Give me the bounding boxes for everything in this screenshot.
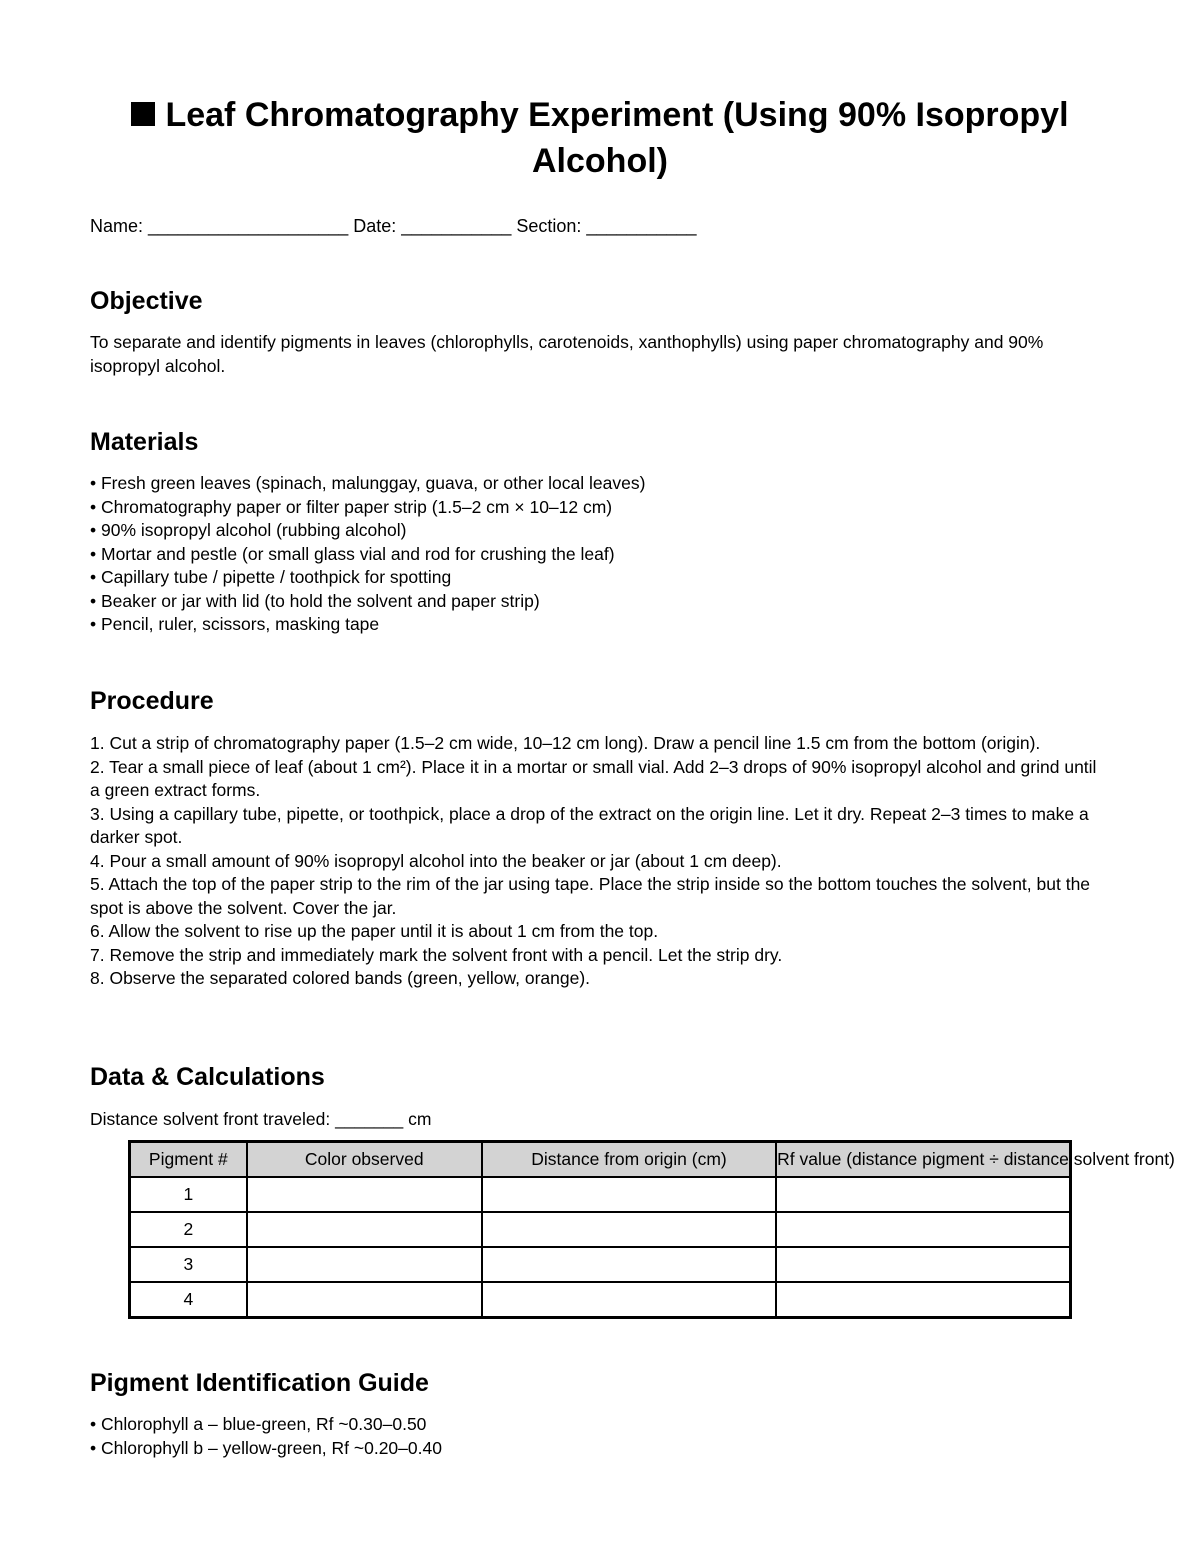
table-cell[interactable]	[482, 1282, 776, 1318]
list-item: • Mortar and pestle (or small glass vial and rod for crushing the leaf)	[90, 543, 615, 564]
square-bullet-icon	[131, 102, 155, 126]
header-distance-from-origin: Distance from origin (cm)	[482, 1142, 776, 1178]
student-info-line: Name: ____________________ Date: ___________ Section: ___________	[90, 216, 697, 236]
procedure-step: 1. Cut a strip of chromatography paper (1.5–2 cm wide, 10–12 cm long). Draw a pencil line 1.5 cm from the bottom (origin).	[90, 733, 1041, 753]
table-cell[interactable]	[247, 1282, 482, 1318]
solvent-front-line: Distance solvent front traveled: _______ cm	[90, 1109, 432, 1129]
list-item: • Pencil, ruler, scissors, masking tape	[90, 614, 380, 634]
table-row	[130, 1282, 1071, 1318]
table-cell[interactable]	[247, 1177, 482, 1212]
data-table	[128, 1140, 1175, 1319]
header-pigment-number: Pigment #	[130, 1142, 247, 1178]
list-item: • Chlorophyll b – yellow-green, Rf ~0.20–0.40	[90, 1437, 442, 1458]
materials-heading: Materials	[90, 428, 199, 456]
list-item: • Beaker or jar with lid (to hold the solvent and paper strip)	[90, 590, 540, 611]
table-cell[interactable]	[482, 1212, 776, 1247]
table-cell[interactable]	[776, 1212, 1070, 1247]
page-title-text: Leaf Chromatography Experiment (Using 90% Isopropyl Alcohol)	[165, 96, 1069, 180]
table-cell: 4	[130, 1282, 247, 1318]
guide-heading: Pigment Identification Guide	[90, 1369, 429, 1397]
table-row	[130, 1212, 1071, 1247]
data-heading: Data & Calculations	[90, 1063, 325, 1091]
list-item: • Fresh green leaves (spinach, malunggay, guava, or other local leaves)	[90, 473, 646, 493]
list-item: • Chromatography paper or filter paper strip (1.5–2 cm × 10–12 cm)	[90, 496, 613, 517]
procedure-step: 5. Attach the top of the paper strip to the rim of the jar using tape. Place the strip inside so the bottom touches the solvent, but the spot is above the solvent. Cover the jar.	[90, 874, 1091, 918]
header-rf-value: Rf value (distance pigment ÷ distance solvent front)	[776, 1142, 1070, 1178]
table-cell[interactable]	[776, 1177, 1070, 1212]
objective-heading: Objective	[90, 287, 203, 315]
header-color-observed: Color observed	[247, 1142, 482, 1178]
procedure-step: 2. Tear a small piece of leaf (about 1 cm²). Place it in a mortar or small vial. Add 2–3 drops of 90% isopropyl alcohol and grind until a green extract forms.	[90, 756, 1097, 800]
table-cell[interactable]	[482, 1247, 776, 1282]
objective-text: To separate and identify pigments in leaves (chlorophylls, carotenoids, xanthophylls) using paper chromatography and 90% isopropyl alcohol.	[90, 332, 1044, 376]
table-cell[interactable]	[247, 1212, 482, 1247]
table-cell: 3	[130, 1247, 247, 1282]
table-cell[interactable]	[247, 1247, 482, 1282]
procedure-step: 3. Using a capillary tube, pipette, or toothpick, place a drop of the extract on the origin line. Let it dry. Repeat 2–3 times to make a darker spot.	[90, 803, 1089, 847]
procedure-step: 4. Pour a small amount of 90% isopropyl alcohol into the beaker or jar (about 1 cm deep).	[90, 850, 782, 871]
table-row	[130, 1247, 1071, 1282]
list-item: • 90% isopropyl alcohol (rubbing alcohol)	[90, 520, 407, 540]
materials-list	[90, 472, 1105, 637]
table-cell[interactable]	[776, 1282, 1070, 1318]
list-item: • Chlorophyll a – blue-green, Rf ~0.30–0.50	[90, 1414, 427, 1434]
page-title	[90, 92, 1110, 184]
table-header-row	[130, 1142, 1071, 1178]
procedure-step: 6. Allow the solvent to rise up the paper until it is about 1 cm from the top.	[90, 921, 659, 941]
table-cell: 2	[130, 1212, 247, 1247]
procedure-heading: Procedure	[90, 687, 214, 715]
table-cell[interactable]	[776, 1247, 1070, 1282]
procedure-list	[90, 732, 1105, 991]
guide-list	[90, 1413, 1105, 1460]
procedure-step: 8. Observe the separated colored bands (green, yellow, orange).	[90, 968, 591, 988]
table-row	[130, 1177, 1071, 1212]
procedure-step: 7. Remove the strip and immediately mark the solvent front with a pencil. Let the strip dry.	[90, 944, 783, 965]
table-cell[interactable]	[482, 1177, 776, 1212]
table-cell: 1	[130, 1177, 247, 1212]
list-item: • Capillary tube / pipette / toothpick for spotting	[90, 567, 452, 587]
